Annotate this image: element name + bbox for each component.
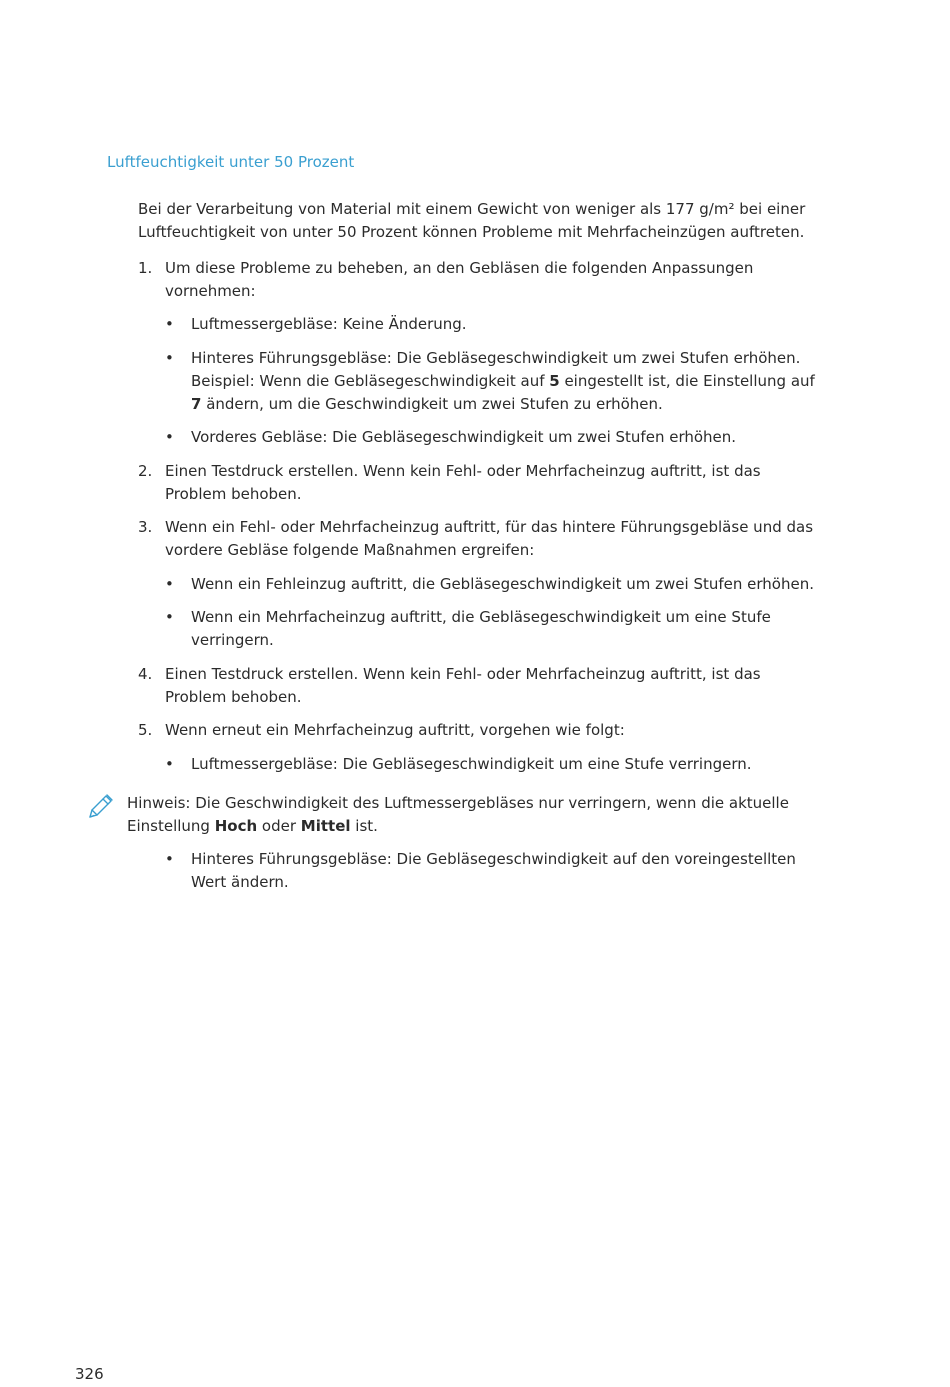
step-text: Wenn erneut ein Mehrfacheinzug auftritt, vorgehen wie folgt: [165, 721, 625, 739]
bullet-marker: • [165, 608, 174, 626]
bullet-text: Luftmessergebläse: Keine Änderung. [191, 315, 467, 333]
step-number: 3. [138, 518, 153, 536]
step-4 [138, 663, 818, 709]
step-1-bullet-3 [165, 426, 820, 449]
step-number: 4. [138, 665, 153, 683]
step-text: Einen Testdruck erstellen. Wenn kein Fehl- oder Mehrfacheinzug auftritt, ist das Problem behoben. [165, 462, 761, 503]
bullet-text: Wenn ein Mehrfacheinzug auftritt, die Gebläsegeschwindigkeit um eine Stufe verringern. [191, 608, 771, 649]
step-text: Um diese Probleme zu beheben, an den Gebläsen die folgenden Anpassungen vornehmen: [165, 259, 754, 300]
step-2 [138, 460, 818, 506]
step-number: 5. [138, 721, 153, 739]
bullet-text: Luftmessergebläse: Die Gebläsegeschwindigkeit um eine Stufe verringern. [191, 755, 752, 773]
bullet-marker: • [165, 755, 174, 773]
step-1 [138, 257, 818, 303]
step-text: Einen Testdruck erstellen. Wenn kein Fehl- oder Mehrfacheinzug auftritt, ist das Problem behoben. [165, 665, 761, 706]
bullet-marker: • [165, 575, 174, 593]
intro-paragraph: Bei der Verarbeitung von Material mit einem Gewicht von weniger als 177 g/m² bei einer Luftfeuchtigkeit von unter 50 Prozent können Probleme mit Mehrfacheinzügen auftreten. [138, 200, 806, 241]
step-3-bullet-2 [165, 606, 820, 652]
bullet-text: Hinteres Führungsgebläse: Die Gebläsegeschwindigkeit auf den voreingestellten Wert ändern. [191, 850, 796, 891]
bullet-text: Hinteres Führungsgebläse: Die Gebläsegeschwindigkeit um zwei Stufen erhöhen. Beispiel: Wenn die Gebläsegeschwindigkeit auf 5 eingestellt ist, die Einstellung auf 7 ändern, um die Geschwindigkeit um zwei Stufen zu erhöhen. [191, 349, 815, 413]
step-number: 1. [138, 259, 153, 277]
step-5-bullet-1 [165, 753, 820, 776]
bullet-marker: • [165, 315, 174, 333]
step-3 [138, 516, 818, 562]
note-text: Hinweis: Die Geschwindigkeit des Luftmessergebläses nur verringern, wenn die aktuelle Einstellung Hoch oder Mittel ist. [127, 794, 789, 835]
step-5-bullet-2 [165, 848, 820, 894]
step-number: 2. [138, 462, 153, 480]
step-3-bullet-1 [165, 573, 820, 596]
bullet-marker: • [165, 428, 174, 446]
bullet-text: Wenn ein Fehleinzug auftritt, die Gebläsegeschwindigkeit um zwei Stufen erhöhen. [191, 575, 814, 593]
note-box [86, 792, 806, 838]
step-1-bullet-2 [165, 347, 820, 416]
bold-setting: Hoch [214, 817, 258, 835]
bold-setting: Mittel [300, 817, 351, 835]
step-1-bullet-1 [165, 313, 820, 336]
bold-value: 5 [549, 372, 560, 390]
bullet-text: Vorderes Gebläse: Die Gebläsegeschwindigkeit um zwei Stufen erhöhen. [191, 428, 737, 446]
step-text: Wenn ein Fehl- oder Mehrfacheinzug auftritt, für das hintere Führungsgebläse und das vordere Gebläse folgende Maßnahmen ergreifen: [165, 518, 814, 559]
step-5 [138, 719, 818, 742]
bullet-marker: • [165, 349, 174, 367]
pencil-icon [86, 793, 114, 821]
bullet-marker: • [165, 850, 174, 868]
section-heading: Luftfeuchtigkeit unter 50 Prozent [107, 153, 355, 171]
bold-value: 7 [191, 395, 202, 413]
page-number: 326 [75, 1365, 104, 1383]
